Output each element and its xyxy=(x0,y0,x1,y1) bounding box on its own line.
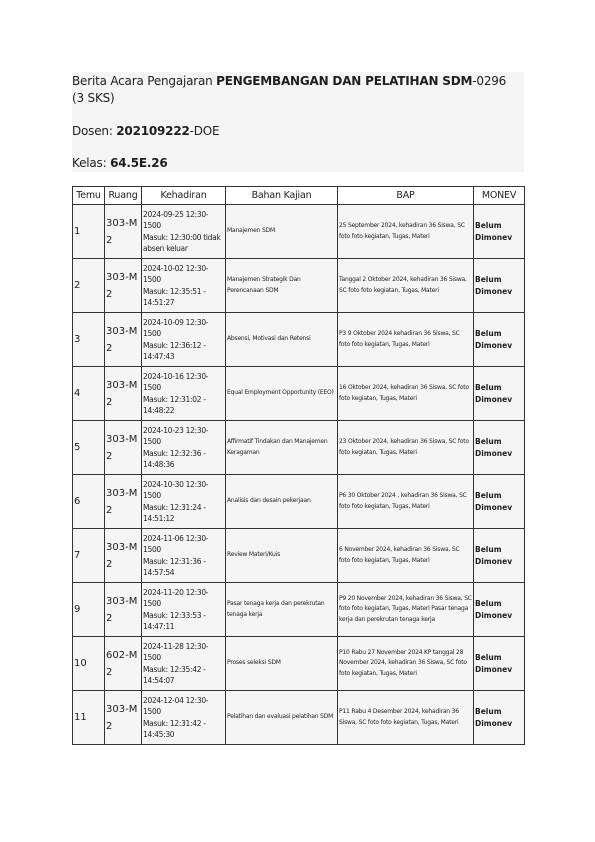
cell-bap: P11 Rabu 4 Desember 2024, kehadiran 36 Siswa, SC foto foto kegiatan, Tugas, Materi xyxy=(338,691,474,745)
cell-bahan-kajian: Manajemen Strategik Dan Perencanaan SDM xyxy=(226,259,338,313)
cell-kehadiran xyxy=(142,205,226,259)
cell-kehadiran xyxy=(142,583,226,637)
cell-kehadiran xyxy=(142,691,226,745)
cell-temu: 3 xyxy=(73,313,105,367)
cell-bahan-kajian: Analisis dan desain pekerjaan xyxy=(226,475,338,529)
cell-temu: 1 xyxy=(73,205,105,259)
lecturer-suffix: -DOE xyxy=(189,124,220,138)
check-in-text: Masuk: 12:31:42 - 14:45:30 xyxy=(143,718,206,739)
cell-monev: Belum Dimonev xyxy=(474,691,525,745)
title-prefix: Berita Acara Pengajaran xyxy=(72,74,217,88)
check-in-text: Masuk: 12:32:36 - 14:48:36 xyxy=(143,448,206,469)
cell-kehadiran xyxy=(142,367,226,421)
cell-kehadiran xyxy=(142,259,226,313)
cell-monev: Belum Dimonev xyxy=(474,259,525,313)
cell-bahan-kajian: Manajemen SDM xyxy=(226,205,338,259)
table-row xyxy=(73,367,525,421)
table-row xyxy=(73,529,525,583)
table-row xyxy=(73,259,525,313)
cell-bap: P10 Rabu 27 November 2024 KP tanggal 28 November 2024, kehadiran 36 Siswa, SC foto foto kegiatan, Tugas, Materi xyxy=(338,637,474,691)
col-header-kehadiran: Kehadiran xyxy=(142,187,226,205)
cell-ruang: 303-M2 xyxy=(105,421,142,475)
cell-bap: 25 September 2024, kehadiran 36 Siswa, SC foto foto kegiatan, Tugas, Materi xyxy=(338,205,474,259)
cell-bap: P3 9 Oktober 2024 kehadiran 36 Siswa, SC foto foto kegiatan, Tugas, Materi xyxy=(338,313,474,367)
cell-monev: Belum Dimonev xyxy=(474,421,525,475)
attendance-table xyxy=(72,186,525,745)
col-header-bap: BAP xyxy=(338,187,474,205)
check-in-text: Masuk: 12:35:42 - 14:54:07 xyxy=(143,664,206,685)
check-in-text: Masuk: 12:31:02 - 14:48:22 xyxy=(143,394,206,415)
table-row xyxy=(73,475,525,529)
cell-ruang: 303-M2 xyxy=(105,367,142,421)
schedule-text: 2024-10-02 12:30-1500 xyxy=(143,263,209,284)
document-title xyxy=(72,73,520,107)
cell-bap: 6 November 2024, kehadiran 36 Siswa, SC foto foto kegiatan, Tugas, Materi xyxy=(338,529,474,583)
cell-kehadiran xyxy=(142,313,226,367)
schedule-text: 2024-10-30 12:30-1500 xyxy=(143,479,209,500)
cell-monev: Belum Dimonev xyxy=(474,367,525,421)
schedule-text: 2024-11-06 12:30-1500 xyxy=(143,533,209,554)
cell-temu: 5 xyxy=(73,421,105,475)
schedule-text: 2024-09-25 12:30-1500 xyxy=(143,209,209,230)
cell-bahan-kajian: Affirmatif Tindakan dan Manajemen Keragaman xyxy=(226,421,338,475)
cell-bahan-kajian: Absensi, Motivasi dan Retensi xyxy=(226,313,338,367)
schedule-text: 2024-12-04 12:30-1500 xyxy=(143,695,209,716)
schedule-text: 2024-11-28 12:30-1500 xyxy=(143,641,209,662)
cell-ruang: 303-M2 xyxy=(105,205,142,259)
table-row xyxy=(73,583,525,637)
cell-monev: Belum Dimonev xyxy=(474,637,525,691)
cell-ruang: 602-M2 xyxy=(105,637,142,691)
table-header-row xyxy=(73,187,525,205)
cell-temu: 9 xyxy=(73,583,105,637)
cell-ruang: 303-M2 xyxy=(105,313,142,367)
cell-monev: Belum Dimonev xyxy=(474,313,525,367)
col-header-temu: Temu xyxy=(73,187,105,205)
check-in-text: Masuk: 12:36:12 - 14:47:43 xyxy=(143,340,206,361)
schedule-text: 2024-10-23 12:30-1500 xyxy=(143,425,209,446)
cell-temu: 7 xyxy=(73,529,105,583)
cell-bahan-kajian: Review Materi/Kuis xyxy=(226,529,338,583)
cell-monev: Belum Dimonev xyxy=(474,205,525,259)
cell-monev: Belum Dimonev xyxy=(474,583,525,637)
document-header xyxy=(72,72,524,172)
schedule-text: 2024-10-09 12:30-1500 xyxy=(143,317,209,338)
cell-bahan-kajian: Equal Employment Opportunity (EEO) xyxy=(226,367,338,421)
cell-bap: P9 20 November 2024, kehadiran 36 Siswa, SC foto foto kegiatan, Tugas, Materi Pasar tenaga kerja dan perekrutan tenaga kerja xyxy=(338,583,474,637)
col-header-ruang: Ruang xyxy=(105,187,142,205)
table-row xyxy=(73,205,525,259)
cell-temu: 10 xyxy=(73,637,105,691)
col-header-bahan-kajian: Bahan Kajian xyxy=(226,187,338,205)
cell-ruang: 303-M2 xyxy=(105,583,142,637)
cell-monev: Belum Dimonev xyxy=(474,475,525,529)
course-name: PENGEMBANGAN DAN PELATIHAN SDM xyxy=(216,74,473,88)
cell-bap: Tanggal 2 Oktober 2024, kehadiran 36 Siswa, SC foto foto kegiatan, Tugas, Materi xyxy=(338,259,474,313)
cell-bahan-kajian: Pasar tenaga kerja dan perekrutan tenaga kerja xyxy=(226,583,338,637)
cell-ruang: 303-M2 xyxy=(105,529,142,583)
class-value: 64.5E.26 xyxy=(110,156,168,170)
cell-kehadiran xyxy=(142,637,226,691)
col-header-monev: MONEV xyxy=(474,187,525,205)
cell-temu: 6 xyxy=(73,475,105,529)
check-in-text: Masuk: 12:33:53 - 14:47:11 xyxy=(143,610,206,631)
cell-ruang: 303-M2 xyxy=(105,691,142,745)
cell-ruang: 303-M2 xyxy=(105,259,142,313)
check-in-text: Masuk: 12:31:24 - 14:51:12 xyxy=(143,502,206,523)
cell-ruang: 303-M2 xyxy=(105,475,142,529)
class-label: Kelas: xyxy=(72,156,111,170)
cell-kehadiran xyxy=(142,475,226,529)
cell-bap: P6 30 Oktober 2024 , kehadiran 36 Siswa, SC foto foto kegiatan, Tugas, Materi xyxy=(338,475,474,529)
cell-temu: 2 xyxy=(73,259,105,313)
lecturer-line xyxy=(72,123,219,140)
cell-temu: 11 xyxy=(73,691,105,745)
cell-bap: 16 Oktober 2024, kehadiran 36 Siswa, SC foto foto kegiatan, Tugas, Materi xyxy=(338,367,474,421)
cell-bahan-kajian: Pelatihan dan evaluasi pelatihan SDM xyxy=(226,691,338,745)
cell-bap: 23 Oktober 2024, kehadiran 36 Siswa, SC foto foto kegiatan, Tugas, Materi xyxy=(338,421,474,475)
cell-bahan-kajian: Proses seleksi SDM xyxy=(226,637,338,691)
table-row xyxy=(73,313,525,367)
cell-monev: Belum Dimonev xyxy=(474,529,525,583)
cell-kehadiran xyxy=(142,529,226,583)
schedule-text: 2024-11-20 12:30-1500 xyxy=(143,587,209,608)
check-in-text: Masuk: 12:35:51 - 14:51:27 xyxy=(143,286,206,307)
check-in-text: Masuk: 12:30:00 tidak absen keluar xyxy=(143,232,221,253)
table-row xyxy=(73,421,525,475)
check-in-text: Masuk: 12:31:36 - 14:57:54 xyxy=(143,556,206,577)
course-suffix: -0296 (3 SKS) xyxy=(72,74,507,105)
class-line xyxy=(72,155,168,172)
schedule-text: 2024-10-16 12:30-1500 xyxy=(143,371,209,392)
table-row xyxy=(73,637,525,691)
table-row xyxy=(73,691,525,745)
lecturer-label: Dosen: xyxy=(72,124,117,138)
lecturer-id: 202109222 xyxy=(116,124,190,138)
cell-kehadiran xyxy=(142,421,226,475)
cell-temu: 4 xyxy=(73,367,105,421)
